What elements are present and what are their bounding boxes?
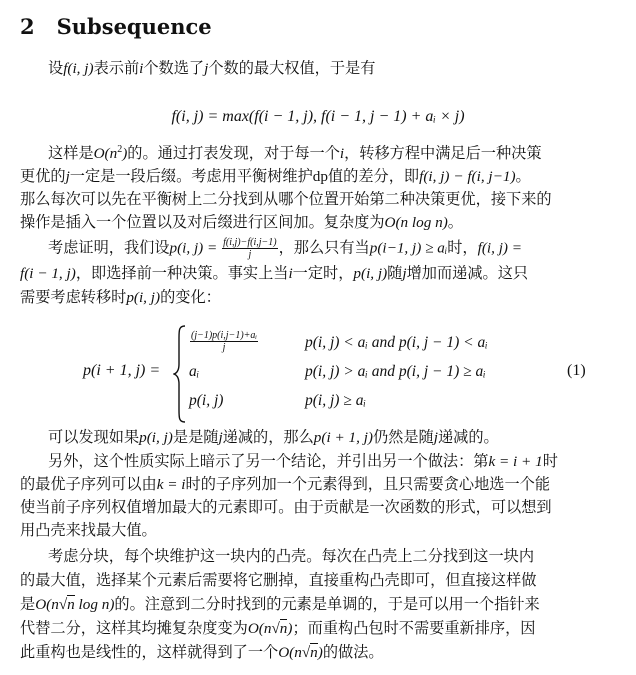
text-segment: 这样是 bbox=[48, 144, 94, 162]
text-segment: 。 bbox=[515, 167, 531, 185]
section-heading bbox=[20, 14, 212, 39]
text-segment: 一定时， bbox=[292, 264, 354, 282]
text-segment: O(n bbox=[93, 145, 118, 162]
text-line bbox=[48, 143, 542, 164]
section-title: Subsequence bbox=[56, 14, 212, 39]
text-segment: j bbox=[433, 429, 438, 446]
text-segment: i bbox=[339, 145, 345, 162]
text-segment: 的做法。 bbox=[322, 643, 384, 661]
text-line bbox=[20, 497, 552, 517]
left-brace-icon bbox=[173, 324, 187, 424]
text-segment: f(i − 1, j) bbox=[20, 265, 76, 282]
text-line bbox=[20, 570, 536, 590]
text-segment: 2 bbox=[117, 143, 123, 155]
text-line bbox=[20, 166, 531, 187]
text-segment: f(i,j)−f(i,j−1) bbox=[223, 237, 277, 248]
text-line bbox=[20, 189, 552, 209]
text-segment: 随 bbox=[387, 264, 403, 282]
equation-dp: f(i, j) = max(f(i − 1, j), f(i − 1, j − 1) + aᵢ × j) bbox=[171, 108, 465, 125]
text-segment: 一定是一段后缀。考虑用平衡树维护 bbox=[69, 167, 313, 185]
text-segment: 递减的，那么 bbox=[222, 428, 314, 446]
text-line bbox=[48, 237, 522, 260]
case-value-2: aᵢ bbox=[189, 363, 200, 380]
fraction-p bbox=[222, 237, 278, 260]
text-segment: 考虑证明，我们设 bbox=[48, 238, 170, 257]
text-segment: j bbox=[204, 60, 209, 77]
text-line bbox=[48, 58, 375, 79]
text-segment: √ bbox=[301, 644, 311, 661]
text-segment: p(i−1, j) ≥ aᵢ bbox=[369, 239, 448, 257]
case-condition-2: p(i, j) > aᵢ and p(i, j − 1) ≥ aᵢ bbox=[305, 363, 486, 380]
text-segment: 时的子序列加一个元素得到，且只需要贪心地选一个能 bbox=[185, 475, 550, 493]
text-line bbox=[20, 642, 384, 663]
text-segment: 考虑分块，每个块维护这一块内的凸壳。每次在凸壳上二分找到这一块内 bbox=[48, 547, 534, 565]
text-segment: 递减的。 bbox=[437, 428, 499, 446]
text-segment: n bbox=[279, 620, 288, 637]
text-segment: j bbox=[248, 249, 252, 260]
text-segment: 。 bbox=[447, 213, 463, 231]
text-segment: ，那么只有当 bbox=[278, 238, 370, 257]
text-segment: n bbox=[310, 644, 318, 661]
text-segment: 的最大值，选择某个元素后需要将它删掉，直接重构凸壳即可，但直接这样做 bbox=[20, 571, 537, 589]
text-segment: 操作是插入一个位置以及对后缀进行区间加。复杂度为 bbox=[20, 213, 385, 231]
text-segment: O(n bbox=[247, 620, 272, 637]
text-segment: j bbox=[402, 265, 407, 282]
text-line bbox=[20, 212, 463, 233]
text-segment: 仍然是随 bbox=[372, 428, 434, 446]
text-segment: f(i, j) = bbox=[477, 239, 523, 257]
text-segment: p(i, j) bbox=[126, 289, 161, 306]
text-segment: 的变化： bbox=[160, 288, 221, 306]
text-segment: O(n log n) bbox=[384, 214, 448, 231]
text-segment: 是是随 bbox=[172, 428, 219, 446]
text-line bbox=[20, 263, 528, 284]
text-segment: ) bbox=[122, 145, 128, 162]
text-segment: ；而重构凸包时不需要重新排序，因 bbox=[292, 619, 536, 637]
text-segment: 时 bbox=[542, 452, 558, 470]
text-segment: √ bbox=[271, 620, 280, 637]
text-line bbox=[48, 427, 499, 448]
text-line bbox=[48, 451, 558, 472]
text-segment: 那么每次可以先在平衡树上二分找到从哪个位置开始第二种决策更优，接下来的 bbox=[20, 190, 552, 208]
text-segment: 值的差分，即 bbox=[327, 167, 420, 185]
text-segment: p(i, j) bbox=[353, 265, 388, 282]
text-segment: 更优的 bbox=[20, 167, 66, 185]
text-segment: p(i, j) = bbox=[169, 239, 222, 257]
text-segment: n bbox=[67, 596, 75, 613]
text-line bbox=[20, 618, 535, 639]
text-segment: 另外，这个性质实际上暗示了另一个结论，并引出另一个做法：第 bbox=[48, 452, 489, 470]
text-segment: ，即选择前一种决策。事实上当 bbox=[75, 264, 289, 282]
text-segment: 代替二分，这样其均摊复杂度变为 bbox=[20, 619, 248, 637]
case-condition-3: p(i, j) ≥ aᵢ bbox=[305, 392, 366, 409]
text-segment: 时， bbox=[447, 238, 478, 257]
text-segment: log n) bbox=[74, 596, 115, 613]
text-segment: O(n bbox=[35, 596, 59, 613]
text-segment: 需要考虑转移时 bbox=[20, 288, 127, 306]
text-segment: f(i, j) bbox=[63, 60, 94, 77]
text-line bbox=[20, 594, 540, 615]
case-condition-1: p(i, j) < aᵢ and p(i, j − 1) < aᵢ bbox=[305, 334, 488, 351]
equation-number: (1) bbox=[567, 362, 586, 379]
text-segment: j bbox=[65, 168, 70, 185]
text-segment: k = i bbox=[156, 476, 186, 493]
text-segment: i bbox=[139, 60, 144, 77]
cases-lhs: p(i + 1, j) = bbox=[83, 362, 161, 379]
equation-cases bbox=[83, 328, 623, 424]
text-segment: 用凸壳来找最大值。 bbox=[20, 521, 157, 539]
text-segment: f(i, j) − f(i, j−1) bbox=[419, 168, 516, 185]
text-segment: 的。注意到二分时找到的元素是单调的，于是可以用一个指针来 bbox=[114, 595, 540, 613]
text-segment: 个数的最大权值，于是有 bbox=[208, 59, 376, 77]
text-segment: ) bbox=[287, 620, 293, 637]
text-segment: 此重构也是线性的，这样就得到了一个 bbox=[20, 643, 279, 661]
text-segment: 是 bbox=[20, 595, 36, 613]
text-segment: dp bbox=[312, 168, 328, 185]
text-segment: 个数选了 bbox=[143, 59, 205, 77]
text-segment: 使当前子序列权值增加最大的元素即可。由于贡献是一次函数的形式，可以想到 bbox=[20, 498, 552, 516]
text-segment: i bbox=[288, 265, 293, 282]
case-value-1: $\frac{\text{(j−1)p(i,j−1)+aᵢ}}{j}$ bbox=[191, 330, 257, 353]
text-segment: 设 bbox=[48, 59, 64, 77]
text-line bbox=[20, 520, 157, 540]
text-segment: 表示前 bbox=[93, 59, 140, 77]
section-number: 2 bbox=[20, 14, 35, 39]
text-segment: p(i, j) bbox=[139, 429, 173, 446]
text-line bbox=[48, 546, 534, 566]
text-segment: 的最优子序列可以由 bbox=[20, 475, 157, 493]
text-segment: 可以发现如果 bbox=[48, 428, 140, 446]
text-segment: ) bbox=[317, 644, 323, 661]
text-segment: O(n bbox=[278, 644, 302, 661]
text-segment: ，转移方程中满足后一种决策 bbox=[344, 144, 542, 162]
text-segment: j bbox=[218, 429, 223, 446]
text-line bbox=[20, 474, 550, 495]
text-segment: 的。通过打表发现，对于每一个 bbox=[127, 144, 340, 162]
text-line bbox=[20, 287, 221, 308]
text-segment: √ bbox=[58, 596, 68, 613]
text-segment: p(i + 1, j) bbox=[313, 429, 373, 446]
case-value-3: p(i, j) bbox=[189, 392, 224, 409]
text-segment: k = i + 1 bbox=[488, 453, 543, 470]
text-segment: 增加而递减。这只 bbox=[406, 264, 529, 282]
